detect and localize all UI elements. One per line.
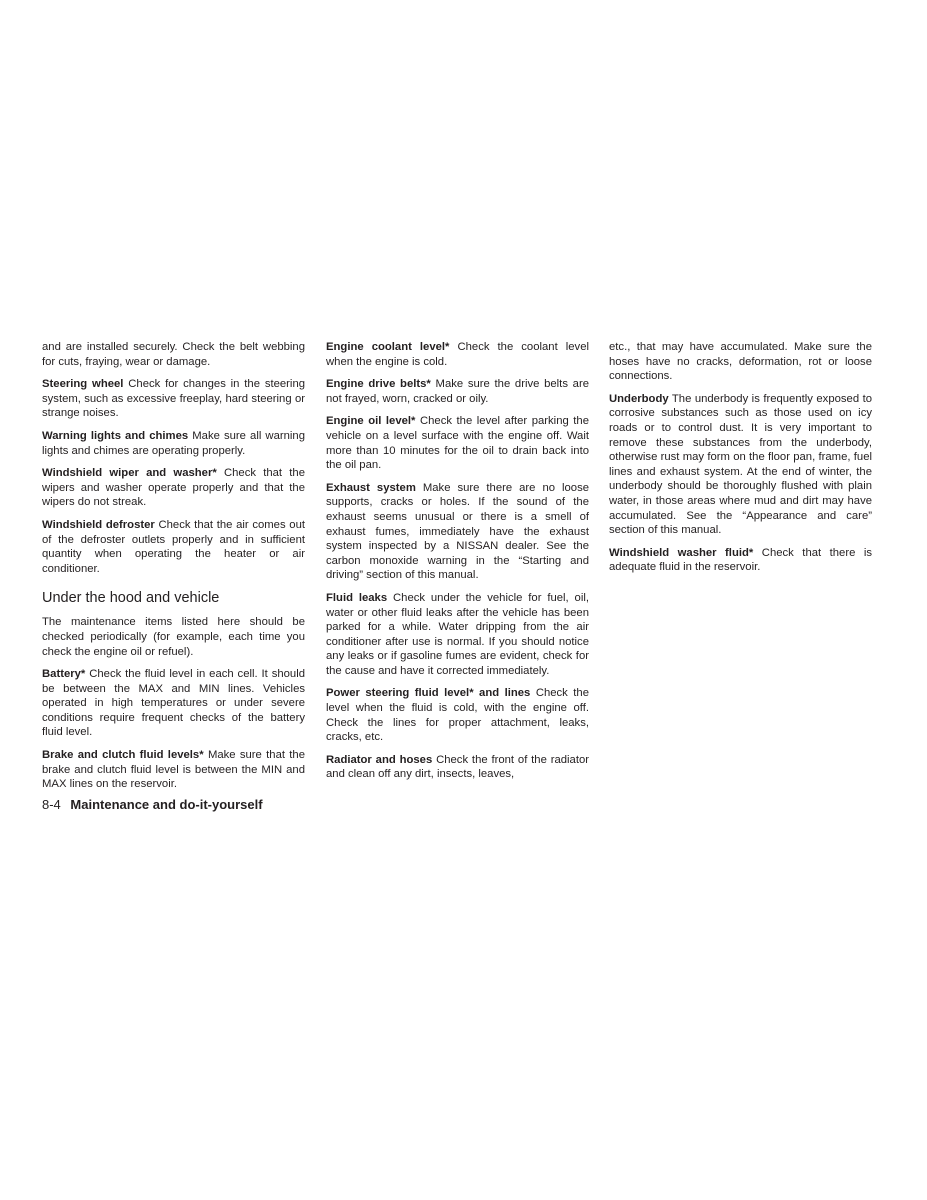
term-battery: Battery* xyxy=(42,668,86,681)
column-2 xyxy=(326,340,589,790)
term-radiator: Radiator and hoses xyxy=(326,753,433,766)
term-wiper-washer: Windshield wiper and washer* xyxy=(42,467,217,480)
paragraph-underbody xyxy=(609,392,872,538)
paragraph-belt-continued xyxy=(42,340,305,369)
column-1 xyxy=(42,340,305,800)
footer-section-title: Maintenance and do-it-yourself xyxy=(70,797,263,812)
paragraph-text: Check that there is adequate fluid in the reservoir. xyxy=(609,546,873,574)
paragraph-text: Check the front of the radiator and clean off any dirt, insects, leaves, xyxy=(326,753,590,781)
paragraph-intro xyxy=(42,615,305,659)
paragraph-text: Check the level after parking the vehicle on a level surface with the engine off. Wait more than 10 minutes for the oil to drain back into the oil pan. xyxy=(326,415,589,472)
paragraph-power-steering xyxy=(326,686,589,744)
paragraph-text: Make sure all warning lights and chimes are operating properly. xyxy=(42,429,305,457)
paragraph-text: The maintenance items listed here should be checked periodically (for example, each time you check the engine oil or refuel). xyxy=(42,616,305,658)
paragraph-text: Make sure the drive belts are not frayed, worn, cracked or oily. xyxy=(326,378,589,405)
paragraph-text: Check for changes in the steering system, such as excessive freeplay, hard steering or strange noises. xyxy=(42,378,306,420)
paragraph-drive-belts xyxy=(326,377,589,406)
term-steering-wheel: Steering wheel xyxy=(42,378,124,391)
page-footer xyxy=(42,796,263,814)
term-warning-lights: Warning lights and chimes xyxy=(42,429,189,442)
paragraph-text: Check the level when the fluid is cold, with the engine off. Check the lines for proper attachment, leaks, cracks, etc. xyxy=(326,687,589,744)
paragraph-oil-level xyxy=(326,414,589,472)
paragraph-text: Check the coolant level when the engine is cold. xyxy=(326,341,589,368)
term-defroster: Windshield defroster xyxy=(42,518,155,531)
column-3 xyxy=(609,340,872,583)
section-heading: Under the hood and vehicle xyxy=(42,590,220,607)
paragraph-washer-fluid xyxy=(609,546,872,575)
paragraph-brake-clutch-fluid xyxy=(42,748,305,792)
paragraph-text: Make sure there are no loose supports, cracks or holes. If the sound of the exhaust seems unusual or there is a smell of exhaust fumes, immediately have the exhaust system inspected by a NISSAN dealer. See the carbon monoxide warning in the “Starting and driving” section of this manual. xyxy=(326,481,589,582)
paragraph-text: Check that the air comes out of the defroster outlets properly and in sufficient quantity when operating the heater or air conditioner. xyxy=(42,518,305,575)
paragraph-fluid-leaks xyxy=(326,591,589,679)
term-drive-belts: Engine drive belts* xyxy=(326,378,431,391)
term-fluid-leaks: Fluid leaks xyxy=(326,591,388,604)
paragraph-text: The underbody is frequently exposed to corrosive substances such as those used on icy roads or to control dust. It is very important to remove these substances from the underbody, otherwise rust may form on the floor pan, frame, fuel lines and exhaust system. At the end of winter, the underbody should be thoroughly flushed with plain water, in those areas where mud and dirt may have accumulated. See the “Appearance and care” section of this manual. xyxy=(609,392,872,537)
paragraph-steering-wheel xyxy=(42,377,305,421)
page-number: 8-4 xyxy=(42,797,61,812)
paragraph-text: Check that the wipers and washer operate properly and that the wipers do not streak. xyxy=(42,467,306,509)
term-underbody: Underbody xyxy=(609,392,669,405)
paragraph-text: Make sure that the brake and clutch fluid level is between the MIN and MAX lines on the reservoir. xyxy=(42,749,305,791)
term-power-steering: Power steering fluid level* and lines xyxy=(326,687,531,700)
paragraph-defroster xyxy=(42,518,305,576)
paragraph-warning-lights xyxy=(42,429,305,458)
paragraph-radiator xyxy=(326,753,589,782)
paragraph-text: etc., that may have accumulated. Make sure the hoses have no cracks, deformation, rot or loose connections. xyxy=(609,341,872,383)
paragraph-text: Check under the vehicle for fuel, oil, water or other fluid leaks after the vehicle has been parked for a while. Water dripping from the air conditioner after use is normal. If you should notice any leaks or if gasoline fumes are evident, check for the cause and have it corrected immediately. xyxy=(326,591,589,677)
paragraph-hoses-continued xyxy=(609,340,872,384)
paragraph-coolant xyxy=(326,340,589,369)
paragraph-exhaust xyxy=(326,481,589,583)
term-exhaust: Exhaust system xyxy=(326,481,416,494)
term-washer-fluid: Windshield washer fluid* xyxy=(609,546,754,559)
paragraph-battery xyxy=(42,667,305,740)
paragraph-text: Check the fluid level in each cell. It should be between the MAX and MIN lines. Vehicles operated in high temperatures or under severe conditions require frequent checks of the battery fluid level. xyxy=(42,668,305,739)
paragraph-text: and are installed securely. Check the belt webbing for cuts, fraying, wear or damage. xyxy=(42,341,305,368)
term-brake-clutch-fluid: Brake and clutch fluid levels* xyxy=(42,749,204,762)
term-oil-level: Engine oil level* xyxy=(326,415,416,428)
paragraph-wiper-washer xyxy=(42,466,305,510)
term-coolant: Engine coolant level* xyxy=(326,341,450,353)
